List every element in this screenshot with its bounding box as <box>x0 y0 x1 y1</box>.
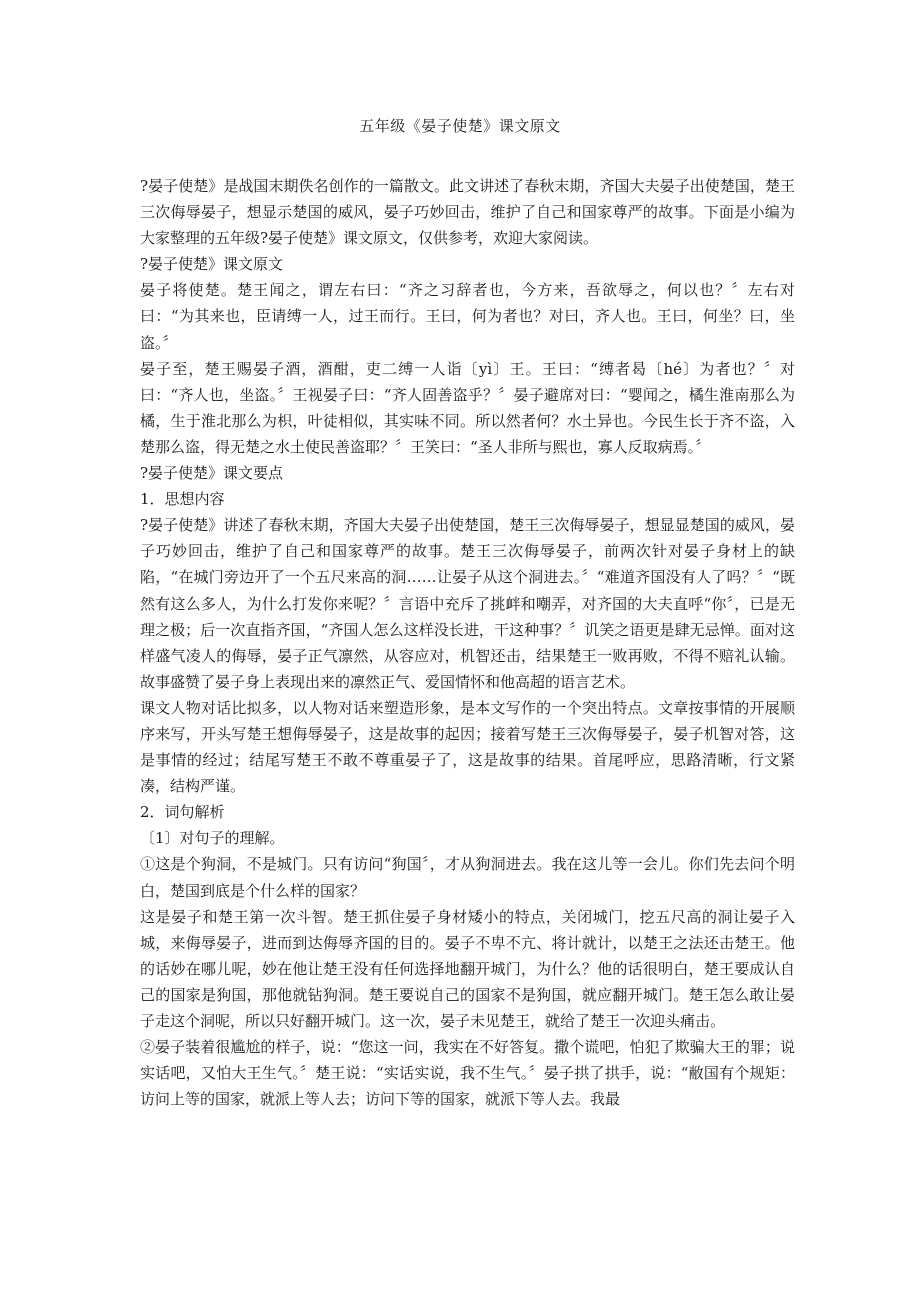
paragraph-quote-2: ②晏子装着很尴尬的样子，说：“您这一问，我实在不好答复。撒个谎吧，怕犯了欺骗大王的罪；说实话吧，又怕大王生气。〞楚王说：“实话实说，我不生气。〞晏子拱了拱手，说：“敝国有个规矩：访问上等的国家，就派上等人去；访问下等的国家，就派下等人去。我最 <box>140 1038 795 1109</box>
paragraph-original-2: 晏子至，楚王赐晏子酒，酒酣，吏二缚一人诣〔yì〕王。王曰：“缚者曷〔hé〕为者也？〞对曰：“齐人也，坐盗。〞王视晏子曰：“齐人固善盗乎？〞晏子避席对曰：“婴闻之，橘生淮南那么为橘，生于淮北那么为枳，叶徒相似，其实味不同。所以然者何？水土异也。今民生长于齐不盗，入楚那么盗，得无楚之水土使民善盗耶？〞王笑曰：“圣人非所与熙也，寡人反取病焉。〞 <box>140 359 795 456</box>
paragraph-original-1: 晏子将使楚。楚王闻之，谓左右曰：“齐之习辞者也，今方来，吾欲辱之，何以也？〞左右对曰：“为其来也，臣请缚一人，过王而行。王曰，何为者也？对曰，齐人也。王曰，何坐？曰，坐盗。〞 <box>140 281 795 352</box>
heading-original-text: ?晏子使楚》课文原文 <box>140 255 284 274</box>
heading-ideas: 1．思想内容 <box>140 490 225 509</box>
paragraph-intro: ?晏子使楚》是战国末期佚名创作的一篇散文。此文讲述了春秋末期，齐国大夫晏子出使楚国，楚王三次侮辱晏子，想显示楚国的威风，晏子巧妙回击，维护了自己和国家尊严的故事。下面是小编为大家整理的五年级?晏子使楚》课文原文，仅供参考，欢迎大家阅读。 <box>140 177 795 248</box>
paragraph-dialogue: 课文人物对话比拟多，以人物对话来塑造形象，是本文写作的一个突出特点。文章按事情的开展顺序来写，开头写楚王想侮辱晏子，这是故事的起因；接着写楚王三次侮辱晏子，晏子机智对答，这是事情的经过；结尾写楚王不敢不尊重晏子了，这是故事的结果。首尾呼应，思路清晰，行文紧凑，结构严谨。 <box>140 698 795 796</box>
paragraph-ideas: ?晏子使楚》讲述了春秋末期，齐国大夫晏子出使楚国，楚王三次侮辱晏子，想显显楚国的威风，晏子巧妙回击，维护了自己和国家尊严的故事。楚王三次侮辱晏子，前两次针对晏子身材上的缺陷，“在城门旁边开了一个五尺来高的洞……让晏子从这个洞进去。〞“难道齐国没有人了吗？〞“既然有这么多人，为什么打发你来呢？〞言语中充斥了挑衅和嘲弄，对齐国的大夫直呼“你〞，已是无理之极；后一次直指齐国，“齐国人怎么这样没长进，干这种事？〞讥笑之语更是肆无忌惮。面对这样盛气凌人的侮辱，晏子正气凛然，从容应对，机智还击，结果楚王一败再败，不得不赔礼认输。故事盛赞了晏子身上表现出来的凛然正气、爱国情怀和他高超的语言艺术。 <box>140 516 795 691</box>
heading-key-points: ?晏子使楚》课文要点 <box>140 464 284 483</box>
paragraph-analysis-1: 这是晏子和楚王第一次斗智。楚王抓住晏子身材矮小的特点，关闭城门，挖五尺高的洞让晏子入城，来侮辱晏子，进而到达侮辱齐国的目的。晏子不卑不亢、将计就计，以楚王之法还击楚王。他的话妙在哪儿呢，妙在他让楚王没有任何选择地翻开城门，为什么？他的话很明白，楚王要成认自己的国家是狗国，那他就钻狗洞。楚王要说自己的国家不是狗国，就应翻开城门。楚王怎么敢让晏子走这个洞呢，所以只好翻开城门。这一次，晏子未见楚王，就给了楚王一次迎头痛击。 <box>140 907 795 1030</box>
heading-analysis: 2．词句解析 <box>140 803 225 822</box>
document-title: 五年级《晏子使楚》课文原文 <box>359 117 561 135</box>
paragraph-quote-1: ①这是个狗洞，不是城门。只有访问“狗国〞，才从狗洞进去。我在这儿等一会儿。你们先去问个明白，楚国到底是个什么样的国家？ <box>140 855 795 900</box>
document-body <box>140 173 795 1112</box>
subheading-sentence: 〔1〕对句子的理解。 <box>140 829 285 848</box>
